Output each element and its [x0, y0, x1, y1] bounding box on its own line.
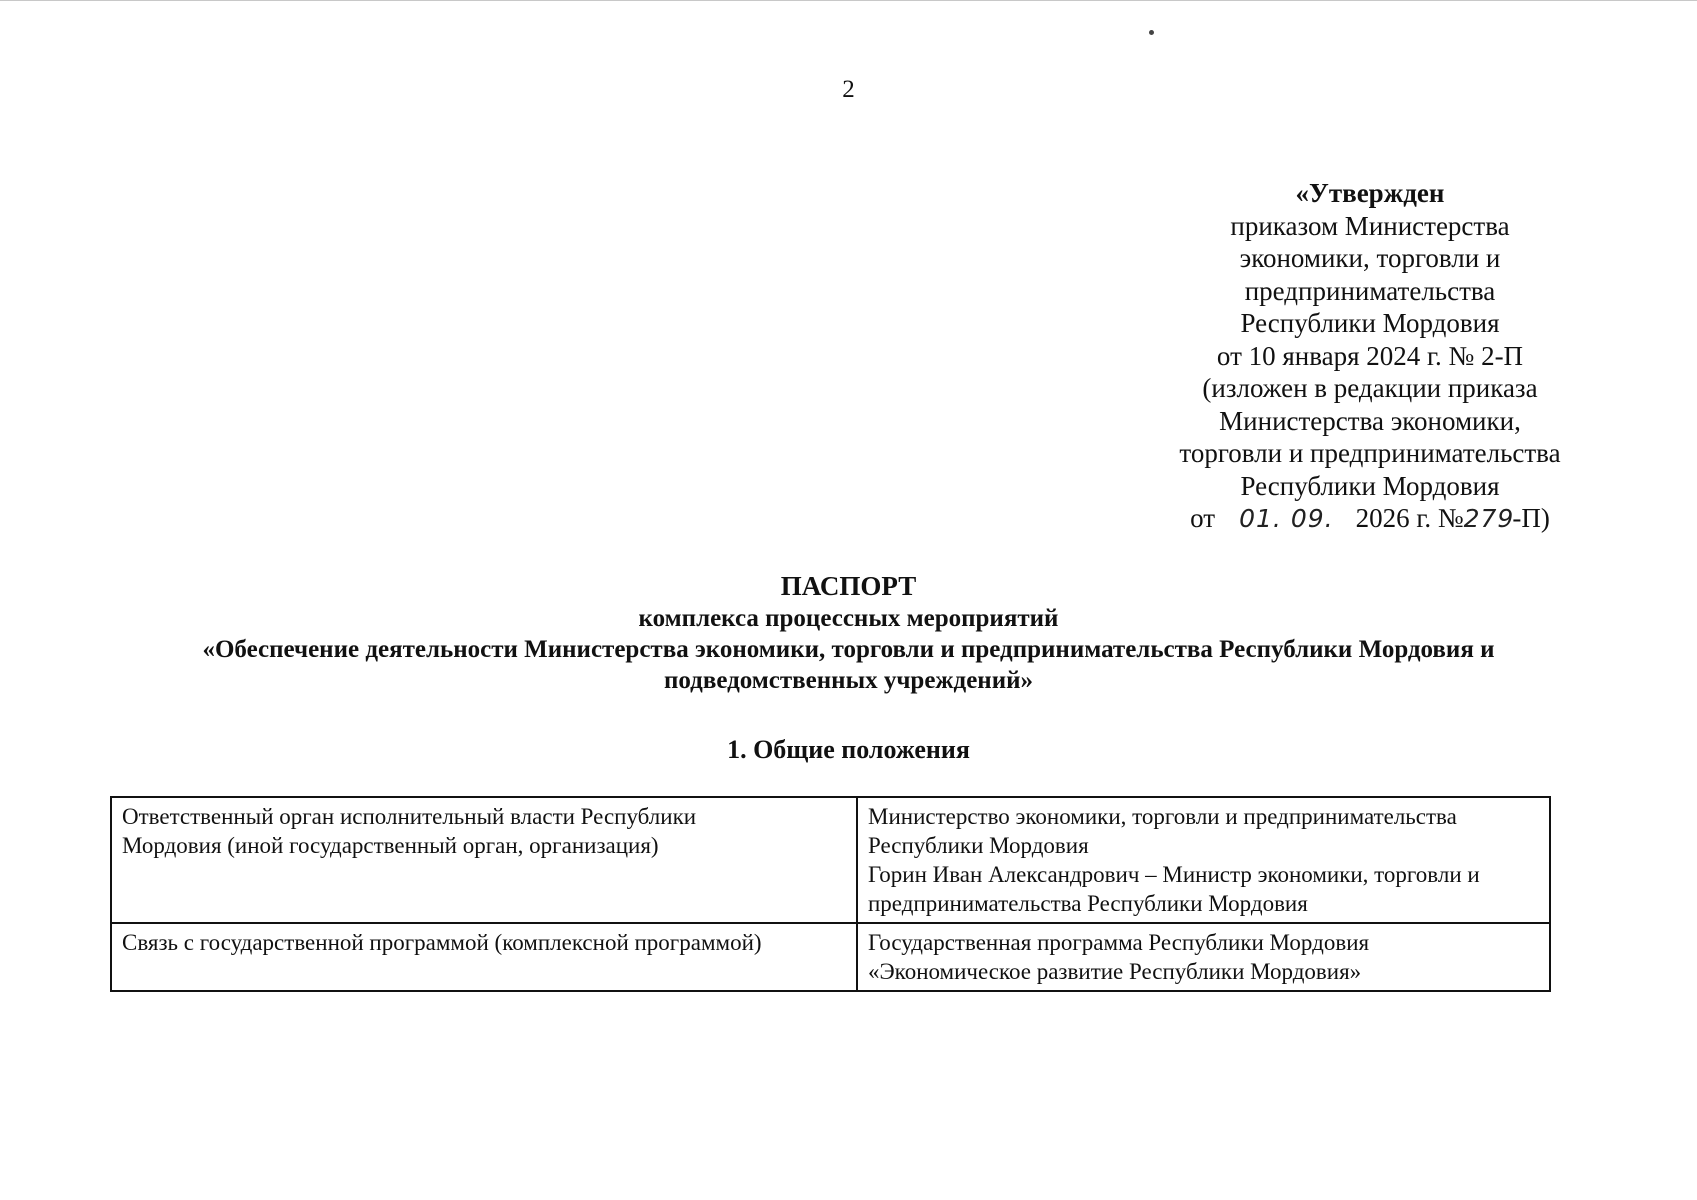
document-subtitle: «Обеспечение деятельности Министерства экономики, торговли и предпринимательства Республики Мордовия и: [202, 636, 1495, 663]
approval-stamp-block: [1110, 177, 1630, 536]
approval-line: торговли и предпринимательства: [1179, 438, 1561, 468]
table-value-cell: [857, 923, 1550, 991]
scan-speck: [1149, 30, 1154, 35]
document-title: ПАСПОРТ: [780, 571, 917, 601]
cell-text: Республики Мордовия: [868, 833, 1089, 858]
section-heading: 1. Общие положения: [727, 735, 970, 764]
approval-line: «Утвержден: [1295, 178, 1445, 208]
approval-line: Республики Мордовия: [1240, 470, 1500, 501]
scan-edge-line: [0, 0, 1697, 1]
approval-line: Министерства экономики,: [1219, 405, 1521, 436]
approval-date-prefix: от: [1190, 503, 1216, 533]
approval-line: экономики, торговли и: [1239, 243, 1501, 273]
table-label-cell: [111, 797, 857, 923]
cell-text: Ответственный орган исполнительный власти Республики: [122, 804, 697, 829]
approval-line: приказом Министерства: [1230, 210, 1510, 241]
cell-text: Горин Иван Александрович – Министр экономики, торговли и: [868, 862, 1480, 887]
document-title-block: [90, 570, 1607, 696]
general-provisions-table: [110, 796, 1551, 992]
table-row: [111, 797, 1550, 923]
cell-text: Министерство экономики, торговли и предпринимательства: [868, 804, 1457, 829]
table-value-cell: [857, 797, 1550, 923]
handwritten-order-number: 279: [1463, 504, 1515, 533]
approval-final-line: [1110, 502, 1630, 536]
page-number: 2: [842, 76, 855, 103]
handwritten-date: 01. 09.: [1239, 504, 1334, 533]
document-subtitle: комплекса процессных мероприятий: [638, 605, 1059, 632]
cell-text: Связь с государственной программой (комплексной программой): [122, 930, 762, 955]
cell-text: «Экономическое развитие Республики Мордовия»: [868, 959, 1362, 984]
approval-suffix: -П): [1512, 503, 1550, 533]
document-subtitle: подведомственных учреждений»: [663, 667, 1034, 694]
table-label-cell: [111, 923, 857, 991]
table-row: [111, 923, 1550, 991]
approval-year: 2026 г. №: [1355, 503, 1464, 533]
cell-text: предпринимательства Республики Мордовия: [868, 891, 1308, 916]
cell-text: Государственная программа Республики Мордовия: [868, 930, 1370, 955]
approval-line: предпринимательства: [1244, 275, 1496, 306]
cell-text: Мордовия (иной государственный орган, организация): [122, 833, 659, 858]
approval-line: Республики Мордовия: [1240, 308, 1500, 338]
approval-line: (изложен в редакции приказа: [1202, 373, 1538, 403]
approval-line: от 10 января 2024 г. № 2-П: [1216, 340, 1524, 371]
